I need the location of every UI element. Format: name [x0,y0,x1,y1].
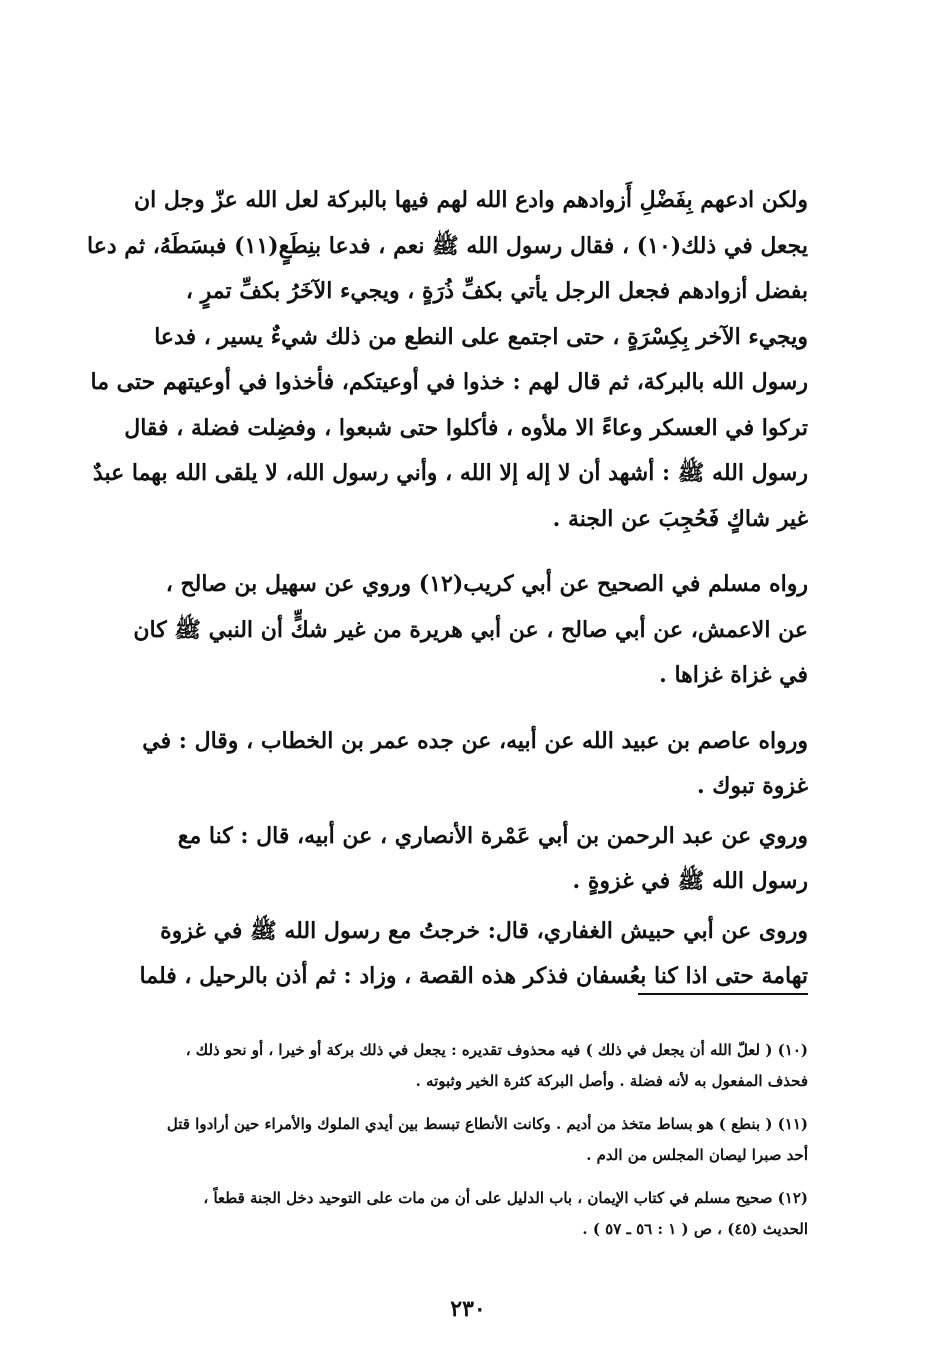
text-line: رسول الله ﷺ في غزوةٍ . [572,868,808,894]
text-line: تهامة حتى اذا كنا بعُسفان فذكر هذه القصة ، وزاد : ثم أذن بالرحيل ، فلما [139,963,808,989]
text-line: بفضل أزوادهم فجعل الرجل يأتي بكفِّ ذُرَةٍ ، ويجيء الآخَرُ بكفِّ تمرٍ ، [185,278,808,304]
footnote-line: فحذف المفعول به لأنه فضلة . وأصل البركة كثرة الخير وثبوته . [415,1072,808,1090]
text-line: رسول الله ﷺ : أشهد أن لا إله إلا الله ، وأني رسول الله، لا يلقى الله بهما عبدٌ [92,460,808,486]
paragraph-1 [70,178,808,542]
footnote-line: (١١) ( بنطع ) هو بساط متخذ من أديم . وكانت الأنطاع تبسط بين أيدي الملوك والأمراء حين أرادوا قتل [166,1115,808,1133]
footnote-11 [70,1109,808,1171]
text-line: تركوا في العسكر وعاءً الا ملأوه ، فأكلوا حتى شبعوا ، وفضِلت فضلة ، فقال [124,414,808,441]
page-number: ٢٣٠ [450,1296,486,1322]
footnote-10 [70,1035,808,1097]
footnote-line: (١٠) ( لعلّ الله أن يجعل في ذلك ) فيه محذوف تقديره : يجعل في ذلك بركة أو خيرا ، أو نحو ذلك ، [185,1041,808,1059]
paragraph-4 [70,814,808,905]
text-line: عن الاعمش، عن أبي صالح ، عن أبي هريرة من غير شكٍّ أن النبي ﷺ كان [133,616,808,643]
text-line: يجعل في ذلك(١٠) ، فقال رسول الله ﷺ نعم ، فدعا بنِطَعٍ(١١) فبسَطَهُ، ثم دعا [87,232,808,259]
text-line: ويجيء الآخر بِكِسْرَةٍ ، حتى اجتمع على النطع من ذلك شيءٌ يسير ، فدعا [154,323,808,350]
footnote-line: أحد صبرا ليصان المجلس من الدم . [586,1146,808,1164]
text-line: رسول الله بالبركة، ثم قال لهم : خذوا في أوعيتكم، فأخذوا في أوعيتهم حتى ما [90,369,808,395]
paragraph-5 [70,909,808,1000]
paragraph-2 [70,562,808,699]
text-line: ولكن ادعهم بِفَضْلِ أَزوادهم وادع الله لهم فيها بالبركة لعل الله عزّ وجل ان [133,187,808,213]
text-line: في غزاة غزاها . [659,662,808,688]
text-line: ورواه عاصم بن عبيد الله عن أبيه، عن جده عمر بن الخطاب ، وقال : في [142,727,808,754]
text-line: رواه مسلم في الصحيح عن أبي كريب(١٢) وروي عن سهيل بن صالح ، [165,571,808,597]
text-line: غير شاكٍ فَحُجِبَ عن الجنة . [552,505,808,532]
footnote-line: (١٢) صحيح مسلم في كتاب الإيمان ، باب الدليل على أن من مات على التوحيد دخل الجنة قطعاً ، [203,1189,808,1207]
main-text [70,178,808,1000]
text-line: وروى عن أبي حبيش الغفاري، قال: خرجتُ مع رسول الله ﷺ في غزوة [160,917,808,944]
text-line: وروي عن عبد الرحمن بن أبي عَمْرة الأنصاري ، عن أبيه، قال : كنا مع [177,822,808,849]
footnotes [70,1035,808,1257]
footnote-line: الحديث (٤٥) ، ص ( ١ : ٥٦ ـ ٥٧ ) . [582,1220,808,1238]
text-line: غزوة تبوك . [696,773,808,799]
paragraph-3 [70,719,808,810]
footnote-12 [70,1183,808,1245]
footnote-divider [638,993,808,995]
